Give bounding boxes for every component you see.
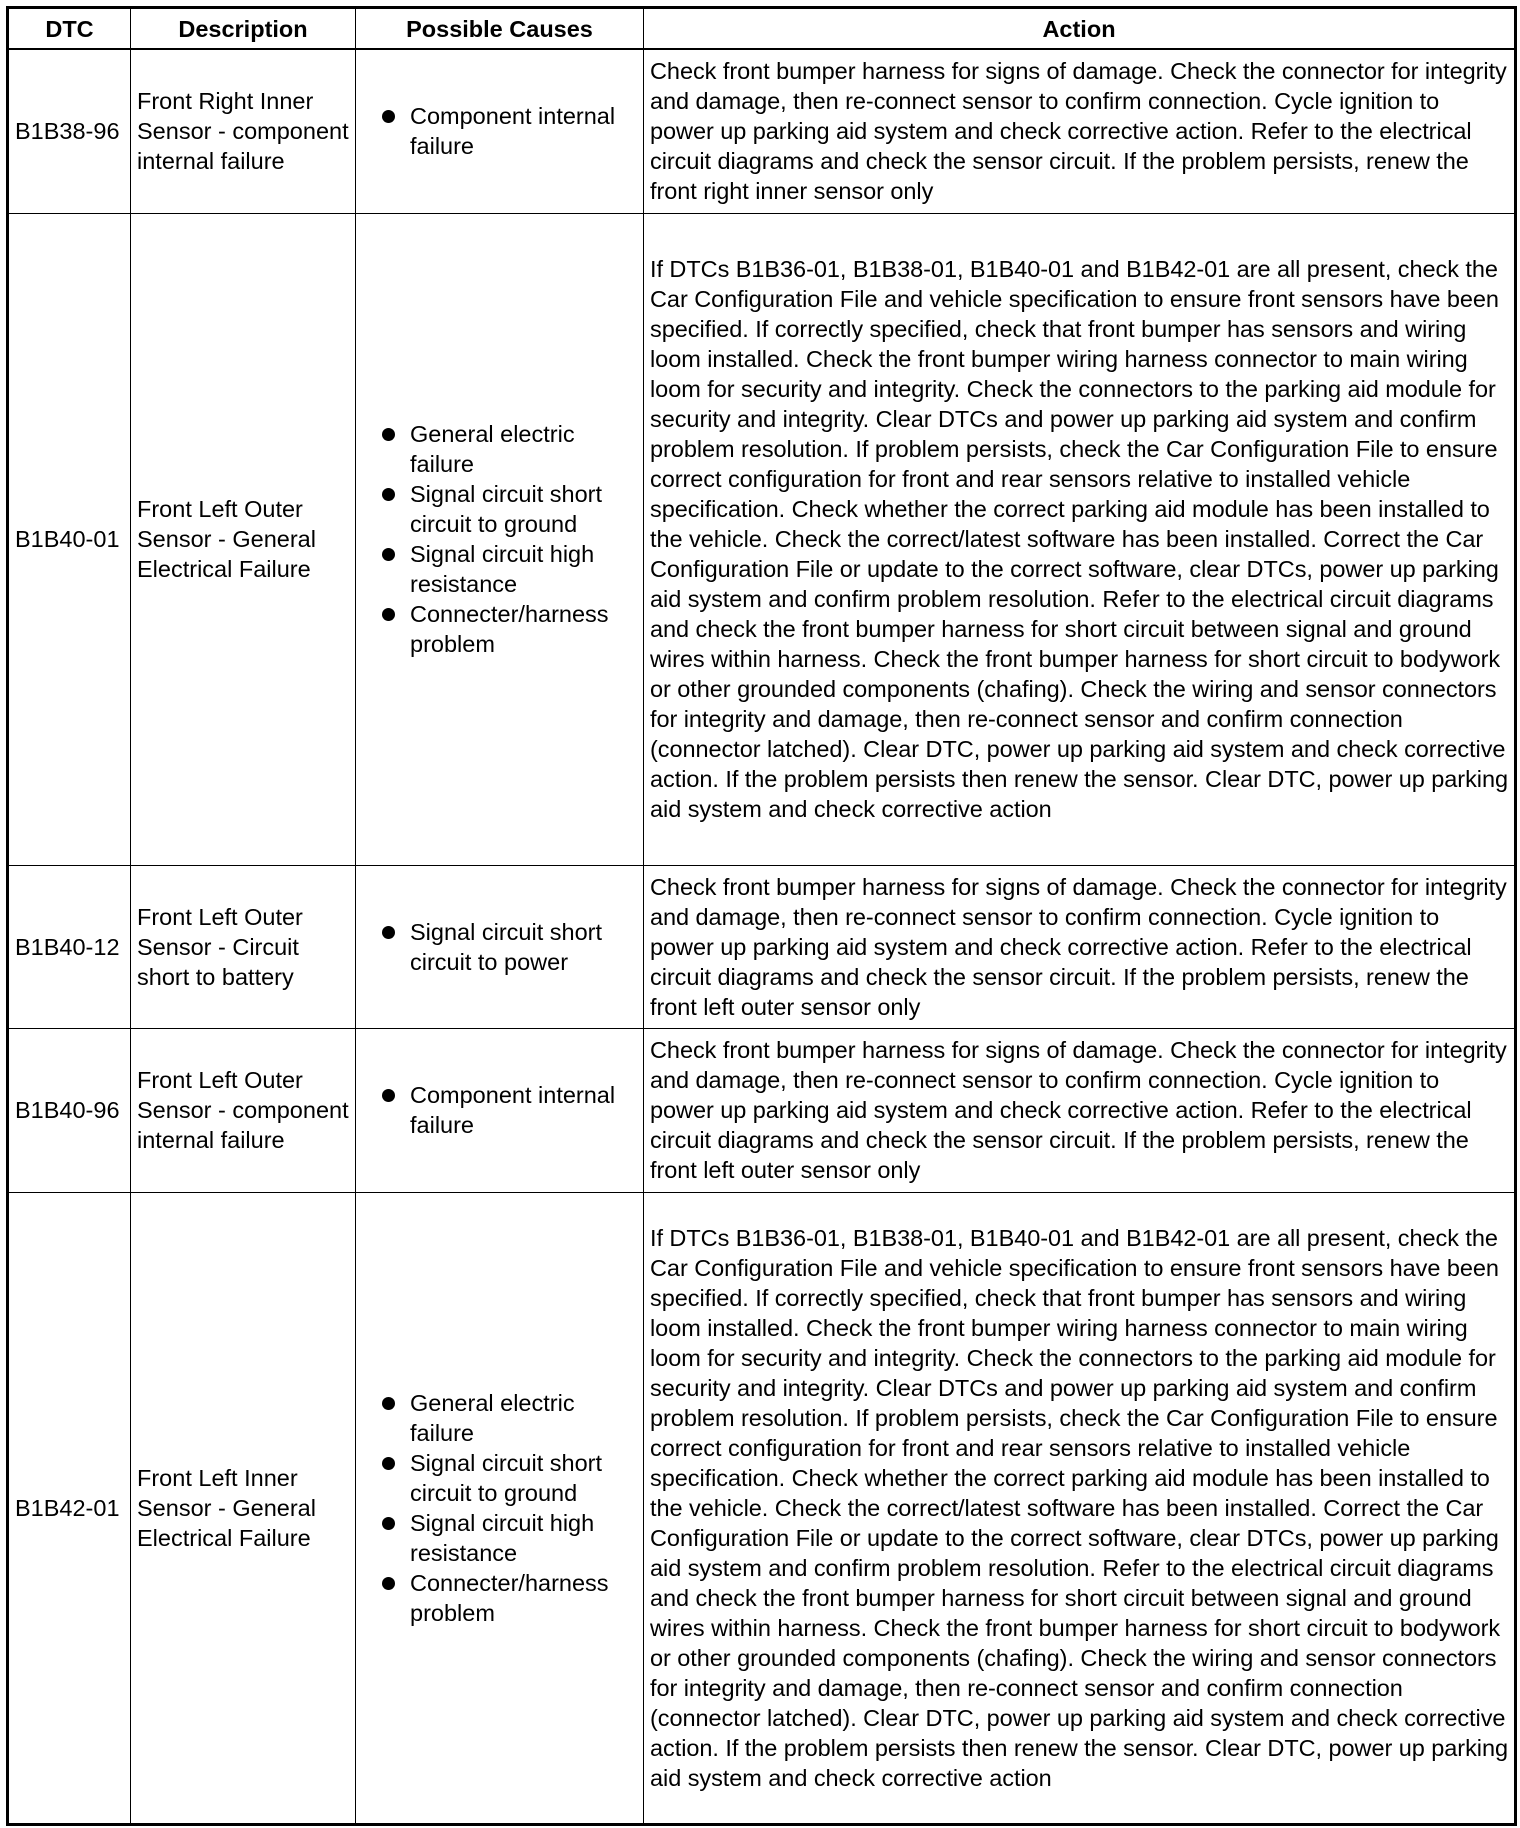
dtc-code: B1B40-12 bbox=[8, 865, 131, 1028]
action-text: If DTCs B1B36-01, B1B38-01, B1B40-01 and B1B42-01 are all present, check the Car Configuration File and vehicle specification to ensure front sensors have been specified. If correctly specified, check that front bumper has sensors and wiring loom installed. Check the front bumper wiring harness connector to main wiring loom for security and integrity. Check the connectors to the parking aid module for security and integrity. Clear DTCs and power up parking aid system and confirm problem resolution. If problem persists, check the Car Configuration File to ensure correct configuration for front and rear sensors relative to installed vehicle specification. Check whether the correct parking aid module has been installed to the vehicle. Check the correct/latest software has been installed. Correct the Car Configuration File or update to the correct software, clear DTCs, power up parking aid system and confirm problem resolution. Refer to the electrical circuit diagrams and check the front bumper harness for short circuit between signal and ground wires within harness. Check the front bumper harness for short circuit to bodywork or other grounded components (chafing). Check the wiring and sensor connectors for integrity and damage, then re-connect sensor and confirm connection (connector latched). Clear DTC, power up parking aid system and check corrective action. If the problem persists then renew the sensor. Clear DTC, power up parking aid system and check corrective action bbox=[644, 213, 1516, 865]
header-possible-causes: Possible Causes bbox=[356, 8, 644, 50]
dtc-code: B1B38-96 bbox=[8, 49, 131, 213]
possible-causes bbox=[356, 1028, 644, 1192]
cause-item: Signal circuit short circuit to ground bbox=[362, 1448, 637, 1508]
table-row bbox=[8, 1192, 1516, 1824]
dtc-description: Front Left Outer Sensor - Circuit short to battery bbox=[131, 865, 356, 1028]
possible-causes bbox=[356, 865, 644, 1028]
dtc-code: B1B40-96 bbox=[8, 1028, 131, 1192]
dtc-code: B1B42-01 bbox=[8, 1192, 131, 1824]
cause-item: General electric failure bbox=[362, 419, 637, 479]
cause-item: Signal circuit short circuit to ground bbox=[362, 479, 637, 539]
action-text: If DTCs B1B36-01, B1B38-01, B1B40-01 and B1B42-01 are all present, check the Car Configuration File and vehicle specification to ensure front sensors have been specified. If correctly specified, check that front bumper has sensors and wiring loom installed. Check the front bumper wiring harness connector to main wiring loom for security and integrity. Check the connectors to the parking aid module for security and integrity. Clear DTCs and power up parking aid system and confirm problem resolution. If problem persists, check the Car Configuration File to ensure correct configuration for front and rear sensors relative to installed vehicle specification. Check whether the correct parking aid module has been installed to the vehicle. Check the correct/latest software has been installed. Correct the Car Configuration File or update to the correct software, clear DTCs, power up parking aid system and confirm problem resolution. Refer to the electrical circuit diagrams and check the front bumper harness for short circuit between signal and ground wires within harness. Check the front bumper harness for short circuit to bodywork or other grounded components (chafing). Check the wiring and sensor connectors for integrity and damage, then re-connect sensor and confirm connection (connector latched). Clear DTC, power up parking aid system and check corrective action. If the problem persists then renew the sensor. Clear DTC, power up parking aid system and check corrective action bbox=[644, 1192, 1516, 1824]
cause-item: General electric failure bbox=[362, 1388, 637, 1448]
header-dtc: DTC bbox=[8, 8, 131, 50]
dtc-description: Front Right Inner Sensor - component internal failure bbox=[131, 49, 356, 213]
header-action: Action bbox=[644, 8, 1516, 50]
possible-causes bbox=[356, 1192, 644, 1824]
dtc-table bbox=[6, 6, 1517, 1826]
possible-causes bbox=[356, 213, 644, 865]
dtc-description: Front Left Outer Sensor - component internal failure bbox=[131, 1028, 356, 1192]
cause-item: Signal circuit high resistance bbox=[362, 1508, 637, 1568]
cause-item: Connecter/harness problem bbox=[362, 1568, 637, 1628]
table-row bbox=[8, 865, 1516, 1028]
dtc-description: Front Left Outer Sensor - General Electrical Failure bbox=[131, 213, 356, 865]
cause-item: Signal circuit high resistance bbox=[362, 539, 637, 599]
cause-item: Component internal failure bbox=[362, 101, 637, 161]
possible-causes bbox=[356, 49, 644, 213]
action-text: Check front bumper harness for signs of damage. Check the connector for integrity and damage, then re-connect sensor to confirm connection. Cycle ignition to power up parking aid system and check corrective action. Refer to the electrical circuit diagrams and check the sensor circuit. If the problem persists, renew the front left outer sensor only bbox=[644, 865, 1516, 1028]
cause-item: Connecter/harness problem bbox=[362, 599, 637, 659]
table-row bbox=[8, 49, 1516, 213]
cause-item: Signal circuit short circuit to power bbox=[362, 917, 637, 977]
action-text: Check front bumper harness for signs of damage. Check the connector for integrity and damage, then re-connect sensor to confirm connection. Cycle ignition to power up parking aid system and check corrective action. Refer to the electrical circuit diagrams and check the sensor circuit. If the problem persists, renew the front right inner sensor only bbox=[644, 49, 1516, 213]
table-row bbox=[8, 213, 1516, 865]
cause-item: Component internal failure bbox=[362, 1080, 637, 1140]
table-row bbox=[8, 1028, 1516, 1192]
dtc-description: Front Left Inner Sensor - General Electrical Failure bbox=[131, 1192, 356, 1824]
dtc-code: B1B40-01 bbox=[8, 213, 131, 865]
table-header-row bbox=[8, 8, 1516, 50]
header-description: Description bbox=[131, 8, 356, 50]
action-text: Check front bumper harness for signs of damage. Check the connector for integrity and damage, then re-connect sensor to confirm connection. Cycle ignition to power up parking aid system and check corrective action. Refer to the electrical circuit diagrams and check the sensor circuit. If the problem persists, renew the front left outer sensor only bbox=[644, 1028, 1516, 1192]
